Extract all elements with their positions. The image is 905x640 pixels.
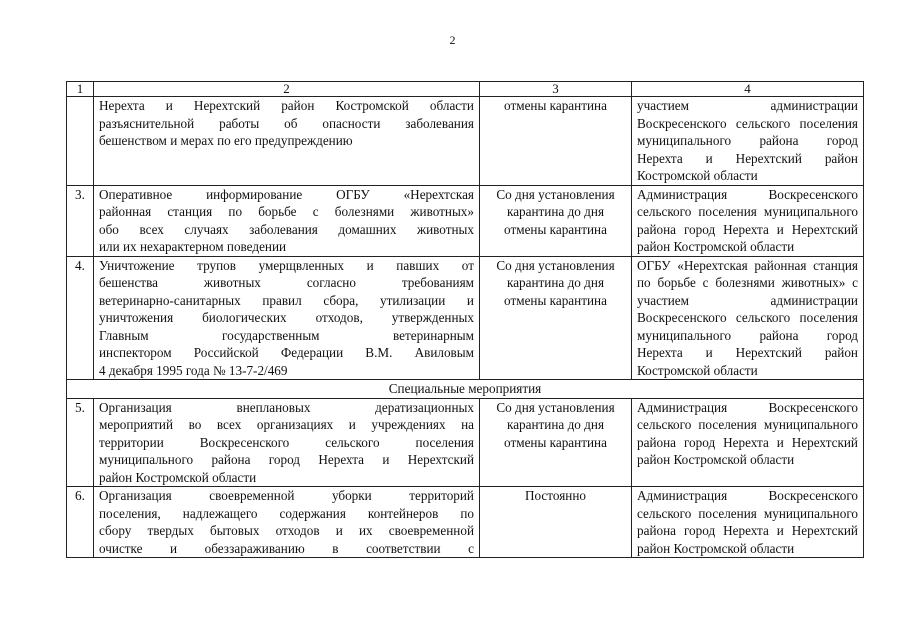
column-number-1: 1: [67, 82, 94, 97]
cell-line: Костромской области: [637, 362, 758, 378]
measure-cell: [94, 398, 480, 487]
row-number: 6.: [67, 487, 94, 558]
cell-line: района город Нерехта и Нерехтский: [637, 434, 858, 450]
cell-line: участием администрации: [637, 98, 858, 113]
cell-line: карантина до дня: [506, 275, 605, 290]
table-row: [67, 398, 864, 487]
cell-line: район Костромской области: [637, 239, 795, 254]
table-row: [67, 256, 864, 380]
cell-line: Администрация Воскресенского: [637, 488, 858, 503]
cell-line: отмены карантина: [504, 434, 607, 450]
term-cell: [480, 185, 632, 256]
measure-cell: [94, 256, 480, 380]
cell-line: муниципального района город Нерехта и Нерехтский: [99, 452, 474, 467]
column-number-4: 4: [632, 82, 864, 97]
cell-line: Главным государственным ветеринарным: [99, 327, 474, 343]
cell-line: Со дня установления: [496, 257, 615, 273]
cell-line: Организация внеплановых дератизационных: [99, 399, 474, 415]
cell-line: инспектором Российской Федерации В.М. Авиловым: [99, 345, 474, 360]
measure-cell: [94, 487, 480, 558]
term-cell: [480, 487, 632, 558]
cell-line: отмены карантина: [504, 292, 607, 308]
cell-line: карантина до дня: [506, 204, 605, 219]
cell-line: Воскресенского сельского поселения: [637, 310, 858, 325]
cell-line: Постоянно: [524, 488, 586, 503]
cell-line: бешенством и мерах по его предупреждению: [99, 133, 353, 148]
cell-line: бешенства животных согласно требованиям: [99, 275, 474, 290]
measure-cell: [94, 97, 480, 186]
table-row: [67, 487, 864, 558]
cell-line: обо всех случаях заболевания домашних животных: [99, 221, 474, 237]
cell-line: ОГБУ «Нерехтская районная станция: [637, 257, 858, 273]
cell-line: Нерехта и Нерехтский район: [637, 345, 858, 360]
cell-line: уничтожения биологических отходов, утвержденных: [99, 310, 474, 325]
cell-line: Нерехта и Нерехтский район: [637, 150, 858, 166]
responsible-cell: [632, 487, 864, 558]
cell-line: район Костромской области: [637, 452, 795, 467]
cell-line: участием администрации: [637, 292, 858, 308]
cell-line: Со дня установления: [496, 186, 615, 202]
term-cell: [480, 256, 632, 380]
row-number: 4.: [67, 256, 94, 380]
measures-table-body: [67, 82, 864, 558]
measures-table: [66, 81, 864, 558]
cell-line: Организация своевременной уборки территорий: [99, 488, 474, 503]
cell-line: территории Воскресенского сельского поселения: [99, 434, 474, 450]
cell-line: района город Нерехта и Нерехтский: [637, 221, 858, 237]
cell-line: Костромской области: [637, 168, 758, 183]
cell-line: мероприятий во всех организациях и учреждениях на: [99, 417, 474, 432]
cell-line: Воскресенского сельского поселения: [637, 115, 858, 131]
cell-line: района город Нерехта и Нерехтский: [637, 523, 858, 538]
cell-line: поселения, надлежащего содержания контейнеров по: [99, 505, 474, 521]
cell-line: Оперативное информирование ОГБУ «Нерехтская: [99, 186, 474, 202]
responsible-cell: [632, 97, 864, 186]
cell-line: разъяснительной работы об опасности заболевания: [99, 115, 474, 131]
cell-line: сбору твердых бытовых отходов и их своевременной: [99, 523, 474, 538]
measure-cell: [94, 185, 480, 256]
cell-line: отмены карантина: [504, 98, 607, 113]
cell-line: муниципального района город: [637, 133, 858, 148]
cell-line: муниципального района город: [637, 327, 858, 343]
page-number: 2: [449, 33, 456, 47]
section-row: [67, 380, 864, 399]
responsible-cell: [632, 398, 864, 487]
cell-line: по борьбе с болезнями животных» с: [637, 275, 858, 290]
cell-line: сельского поселения муниципального: [637, 204, 858, 219]
cell-line: сельского поселения муниципального: [637, 417, 858, 432]
term-cell: [480, 398, 632, 487]
cell-line: или их нехарактерном поведении: [99, 239, 287, 254]
cell-line: Администрация Воскресенского: [637, 399, 858, 415]
cell-line: район Костромской области: [637, 540, 795, 556]
term-cell: [480, 97, 632, 186]
cell-line: 4 декабря 1995 года № 13-7-2/469: [99, 362, 288, 378]
cell-line: очистке и обеззараживанию в соответствии с: [99, 540, 474, 556]
cell-line: Нерехта и Нерехтский район Костромской области: [99, 98, 474, 113]
cell-line: отмены карантина: [504, 221, 607, 237]
row-number: [67, 97, 94, 186]
cell-line: ветеринарно-санитарных правил сбора, утилизации и: [99, 292, 474, 308]
column-number-3: 3: [480, 82, 632, 97]
table-header-row: [67, 82, 864, 97]
table-row: [67, 185, 864, 256]
responsible-cell: [632, 256, 864, 380]
cell-line: районная станция по борьбе с болезнями животных»: [99, 204, 474, 219]
table-row: [67, 97, 864, 186]
row-number: 5.: [67, 398, 94, 487]
cell-line: сельского поселения муниципального: [637, 505, 858, 521]
row-number: 3.: [67, 185, 94, 256]
responsible-cell: [632, 185, 864, 256]
cell-line: Уничтожение трупов умерщвленных и павших от: [99, 257, 474, 273]
cell-line: Администрация Воскресенского: [637, 186, 858, 202]
column-number-2: 2: [94, 82, 480, 97]
cell-line: Со дня установления: [496, 399, 615, 415]
section-title: Специальные мероприятия: [67, 380, 864, 399]
cell-line: карантина до дня: [506, 417, 605, 432]
cell-line: район Костромской области: [99, 469, 257, 485]
